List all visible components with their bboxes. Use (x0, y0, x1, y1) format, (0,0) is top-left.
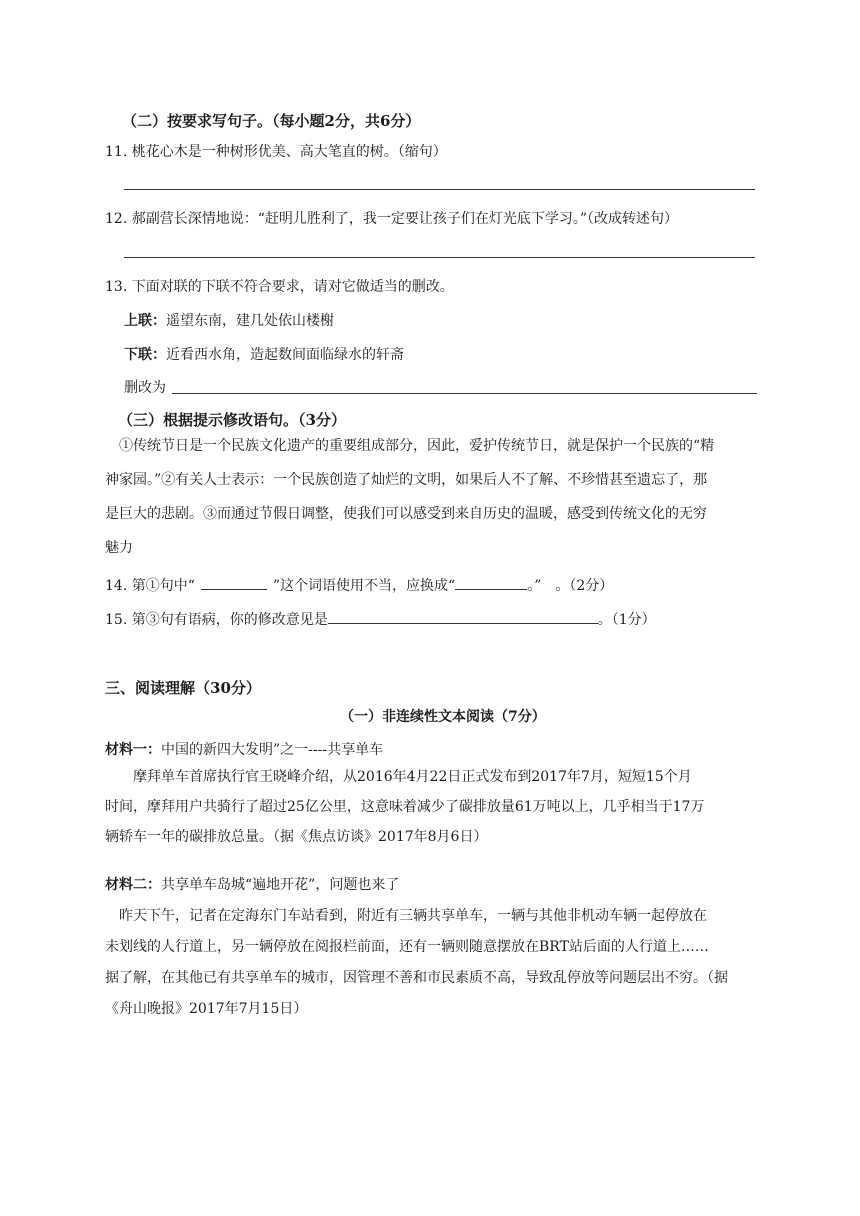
question-11: 11. 桃花心木是一种树形优美、高大笔直的树。（缩句） (105, 144, 447, 160)
q14-blank-1[interactable] (201, 589, 267, 590)
question-14 (105, 577, 613, 595)
reading-subheading: （一）非连续性文本阅读（7分） (340, 709, 546, 725)
section-heading-2: （二）按要求写句子。（每小题2分，共6分） (122, 112, 421, 130)
material-2-line: 未划线的人行道上，另一辆停放在阅报栏前面，还有一辆则随意摆放在BRT站后面的人行道上…… (105, 939, 709, 955)
material-1-line: 时间，摩拜用户共骑行了超过25亿公里，这意味着减少了碳排放量61万吨以上，几乎相当于17万 (105, 799, 705, 815)
revise-answer-line[interactable] (172, 393, 757, 394)
material-1-title (105, 741, 383, 759)
passage-line: 是巨大的悲剧。③而通过节假日调整，使我们可以感受到来自历史的温暖，感受到传统文化的无穷 (105, 506, 707, 522)
section-heading-3: （三）根据提示修改语句。（3分） (118, 411, 346, 429)
question-15 (105, 611, 656, 629)
passage-line: 神家园。”②有关人士表示：一个民族创造了灿烂的文明，如果后人不了解、不珍惜甚至遗忘了，那 (105, 472, 708, 488)
material-2-body (105, 907, 760, 1031)
question-13: 13. 下面对联的下联不符合要求，请对它做适当的删改。 (105, 279, 454, 295)
material-1-label: 材料一： (105, 742, 161, 758)
q14-text-b: ”这个词语使用不当，应换成“ (272, 578, 456, 594)
q14-text-a: 14. 第①句中“ (105, 578, 195, 594)
reading-heading: 三、阅读理解（30分） (105, 679, 261, 697)
q15-text-a: 15. 第③句有语病，你的修改意见是 (105, 612, 328, 628)
material-2-line: 据了解，在其他已有共享单车的城市，因管理不善和市民素质不高，导致乱停放等问题层出不穷。（据 (105, 970, 728, 986)
couplet-up-label: 上联： (124, 313, 166, 329)
material-2-line: 《舟山晚报》2017年7月15日） (105, 1001, 308, 1017)
material-2-label: 材料二： (105, 877, 161, 893)
material-2-title (105, 876, 399, 894)
q14-blank-2[interactable] (455, 589, 527, 590)
material-1-line: 摩拜单车首席执行官王晓峰介绍，从2016年4月22日正式发布到2017年7月，短短15个月 (133, 769, 692, 785)
revise-label: 删改为 (124, 380, 166, 396)
q14-text-c: 。” 。（2分） (527, 578, 614, 594)
material-1-body (105, 768, 760, 858)
material-1-heading: 中国的新四大发明”之一----共享单车 (161, 742, 384, 758)
q15-blank[interactable] (328, 623, 598, 624)
passage-paragraph (105, 437, 760, 573)
answer-line-12[interactable] (124, 257, 755, 258)
material-2-line: 昨天下午，记者在定海东门车站看到，附近有三辆共享单车，一辆与其他非机动车辆一起停放在 (119, 908, 707, 924)
answer-line-11[interactable] (124, 189, 755, 190)
couplet-down-text: 近看西水角，造起数间面临绿水的轩斋 (166, 347, 404, 363)
question-12: 12. 郝副营长深情地说：“赶明儿胜利了，我一定要让孩子们在灯光底下学习。”（改成转述句） (105, 211, 679, 227)
material-2-heading: 共享单车岛城“遍地开花”，问题也来了 (161, 877, 400, 893)
passage-line: 魅力 (105, 540, 133, 556)
couplet-up (124, 312, 334, 330)
q15-text-b: 。（1分） (597, 612, 656, 628)
passage-line: ①传统节日是一个民族文化遗产的重要组成部分，因此，爱护传统节日，就是保护一个民族的“精 (119, 438, 715, 454)
couplet-down-label: 下联： (124, 347, 166, 363)
material-1-line: 辆轿车一年的碳排放总量。（据《焦点访谈》2017年8月6日） (105, 829, 488, 845)
couplet-up-text: 遥望东南，建几处依山楼榭 (166, 313, 334, 329)
couplet-down (124, 346, 404, 364)
